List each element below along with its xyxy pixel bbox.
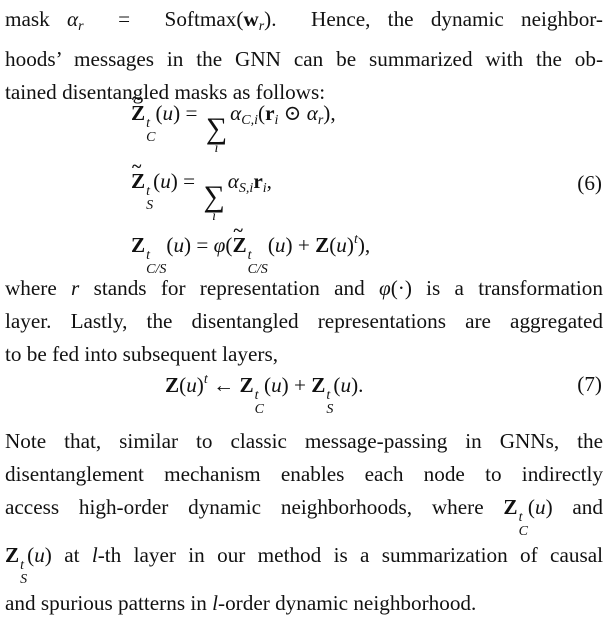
- paragraph-note-line-2: disentanglement mechanism enables each node to indirectly: [5, 462, 603, 486]
- paragraph-intro-line-2: hoods’ messages in the GNN can be summarized with the ob-: [5, 47, 603, 71]
- paragraph-note: [5, 425, 603, 620]
- equation-6-row-3: Z t C/S (u) = φ(~ Z t C/S $(u) + Z(u)^t$),: [131, 232, 370, 277]
- summation-symbol: ∑ i: [203, 180, 225, 224]
- paragraph-intro-line-1: mask $\alpha_r$ = $Softmax(w_r)$. Hence, the dynamic neighbor-: [5, 7, 603, 34]
- paragraph-intro: [5, 3, 603, 109]
- paragraph-note-line-5: and spurious patterns in l-order dynamic neighborhood.: [5, 591, 477, 615]
- paragraph-where-line-1: where r stands for representation and φ(·) is a transformation: [5, 276, 603, 300]
- paragraph-note-line-4: Z t S (u) at l-th layer in our method is a summarization of causal: [5, 543, 603, 587]
- paragraph-intro-line-3: tained disentangled masks as follows:: [5, 80, 326, 104]
- paragraph-note-line-1: Note that, similar to classic message-passing in GNNs, the: [5, 429, 603, 453]
- summation-symbol: ∑ i: [205, 112, 228, 156]
- equation-6-row-1: ~ Z t C (u) = ∑ i $\alpha_{C,i}(r_i$ ⊙ $\alpha_r$),: [131, 100, 336, 156]
- paragraph-where-line-3: to be fed into subsequent layers,: [5, 342, 279, 366]
- equation-6-number: (6): [577, 171, 602, 195]
- paragraph-note-line-3: access high-order dynamic neighborhoods, where Z t C (u) and: [5, 495, 603, 539]
- paragraph-where-line-2: layer. Lastly, the disentangled representations are aggregated: [5, 309, 603, 333]
- equation-7-number: (7): [577, 372, 602, 396]
- equation-6-row-2: ~ Z t S (u) = ∑ i $\alpha_{S,i}r_i$,: [131, 169, 272, 224]
- equation-7-row: $Z(u)^t$ ← Z t C (u) + Z t S (u).: [165, 372, 364, 417]
- paragraph-where: [5, 272, 603, 371]
